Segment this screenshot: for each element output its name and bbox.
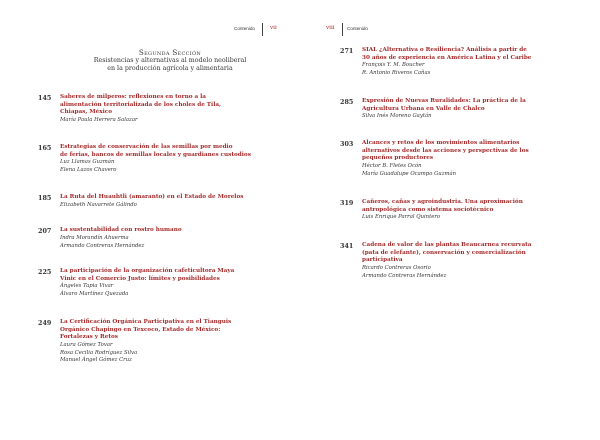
author-name: François Y. M. Boucher (362, 62, 425, 68)
entry-page-number: 249 (38, 319, 52, 327)
author-name: Héctor B. Fletes Ocón (362, 163, 422, 169)
entry-authors (60, 117, 138, 125)
right-running-header: Contenido (347, 26, 368, 31)
entry-page-number: 185 (38, 194, 52, 202)
left-running-header: Contenido (234, 26, 255, 31)
entry-title[interactable]: Saberes de milperos: reflexiones en torno a la alimentación territorializada de los choles de Tila, Chiapas, México (60, 94, 222, 116)
entry-title[interactable]: La Ruta del Huauhtli (amaranto) en el Estado de Morelos (60, 194, 244, 200)
author-name: Álvaro Martínez Quezada (60, 290, 129, 297)
entry-authors (362, 62, 430, 77)
entry-title[interactable]: La participación de la organización cafeticultora Maya Vinic en el Comercio Justo: límites y posibilidades (60, 268, 235, 282)
entry-title[interactable]: Alcances y retos de los movimientos alimentarios alternativos desde las acciones y perspectivas de los pequeños productores (362, 140, 529, 162)
entry-title[interactable]: La sustentabilidad con rostro humano (60, 227, 182, 233)
section-title: Segunda Sección (138, 48, 202, 57)
entry-authors (60, 159, 116, 174)
author-name: María Paula Herrera Salazar (60, 117, 138, 123)
entry-title[interactable]: Expresión de Nuevas Ruralidades: La práctica de la Agricultura Urbana en Valle de Chalco (362, 98, 526, 112)
entry-title[interactable]: Cadena de valor de las plantas Beaucarnea recurvata (pata de elefante), conservación y comercialización participativa (362, 242, 532, 264)
author-name: Elizabeth Navarrete Gálindo (60, 202, 137, 208)
author-name: Laura Gómez Tovar (60, 342, 113, 348)
author-name: Luz Llamas Guzmán (60, 159, 115, 165)
author-name: Ricardo Contreras Osorio (362, 265, 431, 271)
entry-page-number: 165 (38, 144, 52, 152)
section-subtitle-line2: en la producción agrícola y alimentaria (107, 65, 233, 72)
entry-page-number: 225 (38, 268, 52, 276)
author-name: María Guadalupe Ocampo Guzmán (362, 170, 457, 177)
entry-title[interactable]: La Certificación Orgánica Participativa en el Tianguis Orgánico Chapingo en Texcoco, Estado de México: Fortalezas y Retos (60, 319, 232, 341)
entry-page-number: 285 (340, 98, 354, 106)
entry-page-number: 303 (340, 140, 354, 148)
left-page-number: vii (270, 25, 277, 31)
author-name: Rosa Cecilia Rodríguez Silva (60, 349, 138, 356)
entry-authors (60, 235, 144, 250)
right-page (300, 0, 600, 440)
author-name: Luis Enrique Parral Quintero (362, 214, 441, 220)
entry-page-number: 319 (340, 199, 354, 207)
entry-page-number: 207 (38, 227, 52, 235)
entry-page-number: 341 (340, 242, 354, 250)
right-page-number: viii (326, 25, 335, 31)
entry-authors (362, 214, 440, 222)
entry-authors (362, 113, 432, 121)
author-name: Indra Morandín Ahuerma (60, 235, 129, 241)
entry-authors (60, 342, 137, 365)
entry-title[interactable]: Cañeros, cañas y agroindustria. Una aproximación antropológica como sistema sociotécnico (362, 199, 523, 213)
entry-authors (60, 202, 137, 210)
author-name: Armando Contreras Hernández (362, 272, 447, 279)
section-heading (70, 48, 270, 73)
entry-page-number: 145 (38, 94, 52, 102)
entry-title[interactable]: SIAL ¿Alternativa o Resiliencia? Análisis a partir de 30 años de experiencia en América Latina y el Caribe (362, 47, 532, 61)
entry-title[interactable]: Estrategias de conservación de las semillas por medio de ferias, bancos de semillas locales y guardianes custodios (60, 144, 251, 158)
section-subtitle-line1: Resistencias y alternativas al modelo neoliberal (93, 57, 247, 64)
author-name: Armando Contreras Hernández (60, 242, 145, 249)
left-header-divider (262, 23, 263, 36)
right-header-divider (342, 23, 343, 36)
author-name: Silva Inés Moreno Gaytán (362, 113, 432, 119)
author-name: Manuel Ángel Gómez Cruz (60, 357, 132, 364)
entry-authors (60, 283, 128, 298)
entry-page-number: 271 (340, 47, 354, 55)
author-name: R. Antonio Riveros Cañas (362, 69, 431, 76)
entry-authors (362, 265, 446, 280)
author-name: Elena Lazos Chavero (60, 166, 117, 173)
author-name: Ángeles Tapia Vivar (60, 283, 114, 289)
entry-authors (362, 163, 456, 178)
